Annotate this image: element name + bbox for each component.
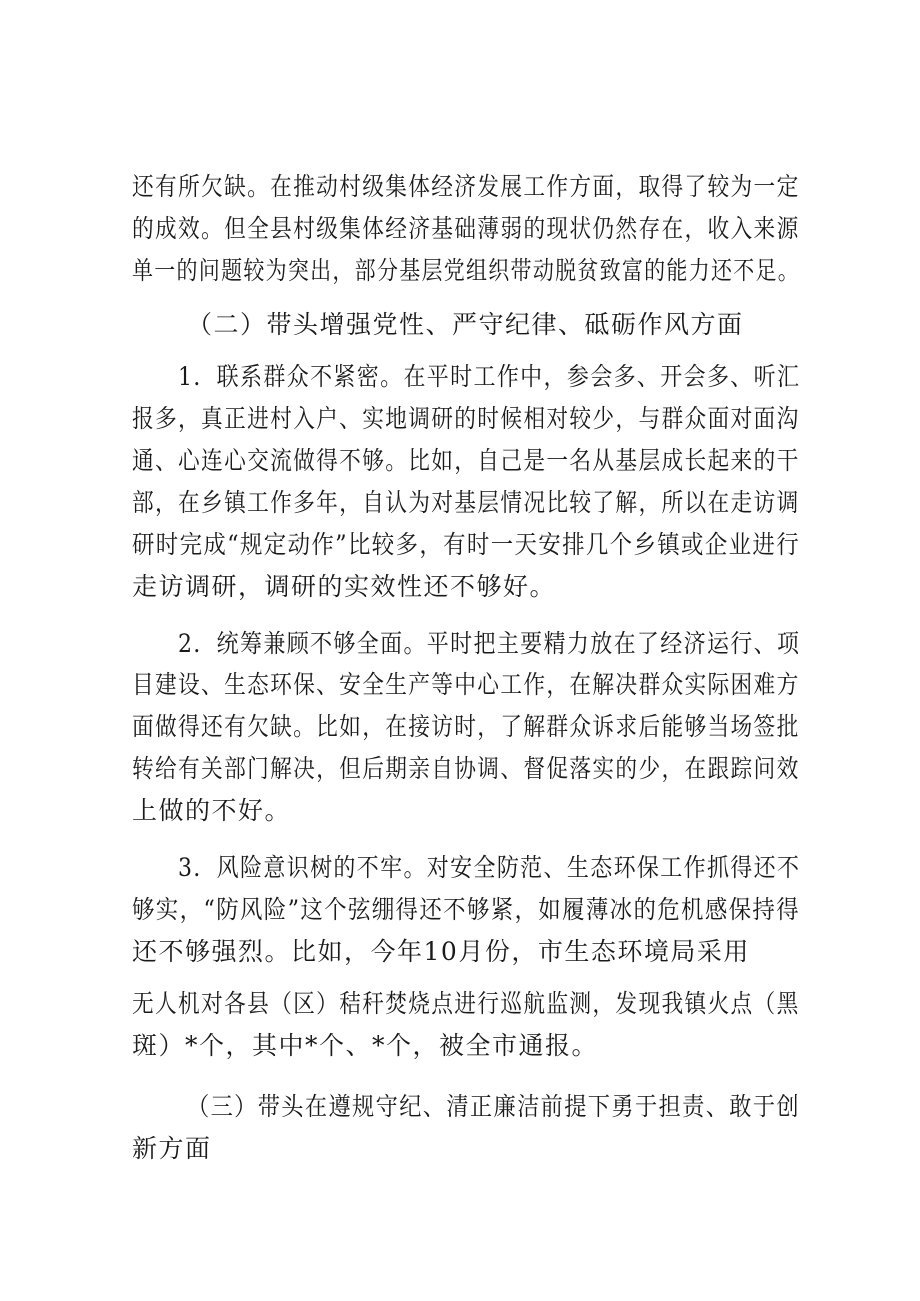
text-line: 无人机对各县（区）秸秆焚烧点进行巡航监测，发现我镇火点（黑 xyxy=(132,989,800,1018)
text-line: 还有所欠缺。在推动村级集体经济发展工作方面，取得了较为一定 xyxy=(132,172,800,201)
text-line: 通、心连心交流做得不够。比如，自己是一名从基层成长起来的干 xyxy=(132,446,800,475)
section-heading: 新方面 xyxy=(132,1134,212,1163)
text-line: 面做得还有欠缺。比如，在接访时，了解群众诉求后能够当场签批 xyxy=(132,712,800,741)
text-line: 3．风险意识树的不牢。对安全防范、生态环保工作抓得还不 xyxy=(178,853,801,882)
text-line: 斑）*个，其中*个、*个，被全市通报。 xyxy=(132,1031,599,1060)
text-line: 转给有关部门解决，但后期亲自协调、督促落实的少，在跟踪问效 xyxy=(132,754,800,783)
text-line: 上做的不好。 xyxy=(132,796,292,825)
text-line: 的成效。但全县村级集体经济基础薄弱的现状仍然存在，收入来源 xyxy=(132,214,800,243)
text-line: 报多，真正进村入户、实地调研的时候相对较少，与群众面对面沟 xyxy=(132,404,800,433)
text-line: 部，在乡镇工作多年，自认为对基层情况比较了解，所以在走访调 xyxy=(132,488,800,517)
section-heading: （三）带头在遵规守纪、清正廉洁前提下勇于担责、敢于创 xyxy=(187,1092,801,1121)
text-line: 目建设、生态环保、安全生产等中心工作，在解决群众实际困难方 xyxy=(132,670,800,699)
text-line: 1．联系群众不紧密。在平时工作中，参会多、开会多、听汇 xyxy=(178,362,801,391)
text-line: 研时完成“规定动作”比较多，有时一天安排几个乡镇或企业进行 xyxy=(132,530,801,559)
text-line: 单一的问题较为突出，部分基层党组织带动脱贫致富的能力还不足。 xyxy=(132,256,801,285)
text-line: 2．统筹兼顾不够全面。平时把主要精力放在了经济运行、项 xyxy=(178,629,801,658)
text-line: 还不够强烈。比如，今年10月份，市生态环境局采用 xyxy=(132,937,750,966)
text-line: 走访调研，调研的实效性还不够好。 xyxy=(132,572,557,601)
section-heading: （二）带头增强党性、严守纪律、砥砺作风方面 xyxy=(187,310,744,339)
text-line: 够实，“防风险”这个弦绷得还不够紧，如履薄冰的危机感保持得 xyxy=(132,895,801,924)
